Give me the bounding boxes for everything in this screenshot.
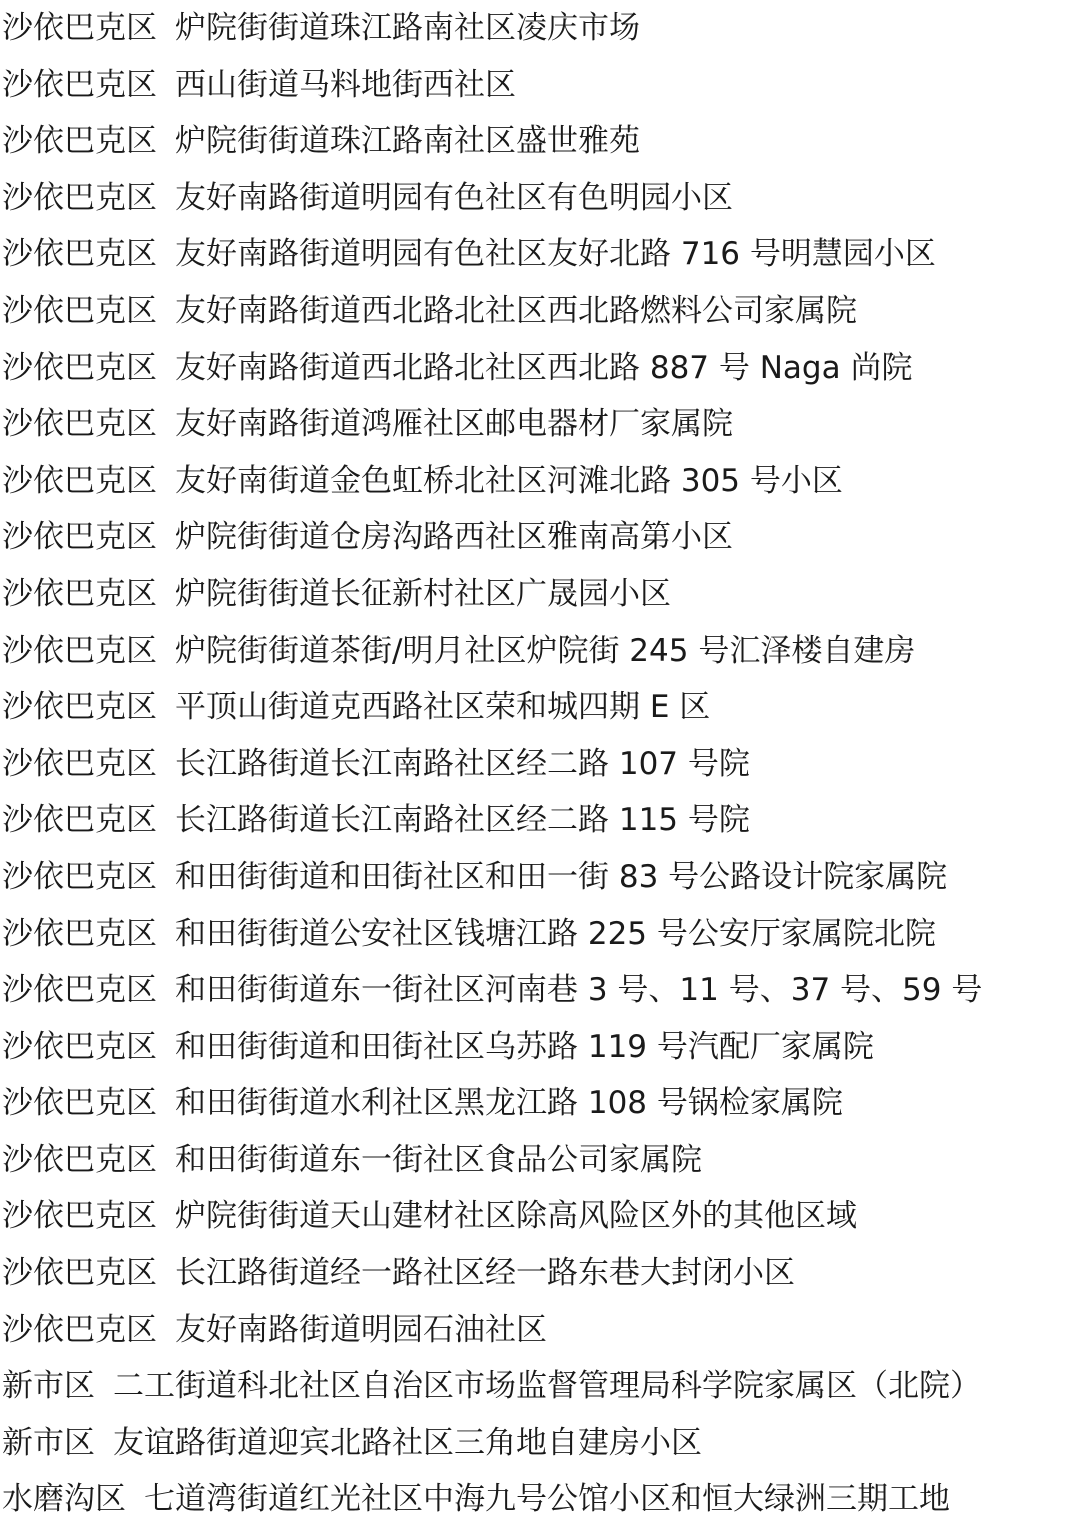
address-text: 和田街街道和田街社区乌苏路 119 号汽配厂家属院: [175, 1028, 874, 1065]
address-text: 和田街街道水利社区黑龙江路 108 号锅检家属院: [175, 1085, 843, 1122]
district-name: 沙依巴克区: [2, 292, 157, 329]
list-item: [0, 1245, 1080, 1302]
address-text: 友好南路街道西北路北社区西北路 887 号 Naga 尚院: [175, 349, 913, 386]
district-name: 沙依巴克区: [2, 179, 157, 216]
list-item: [0, 906, 1080, 963]
district-name: 沙依巴克区: [2, 10, 157, 46]
list-item: [0, 1075, 1080, 1132]
address-text: 友好南路街道鸿雁社区邮电器材厂家属院: [175, 406, 733, 443]
list-item: [0, 736, 1080, 793]
district-name: 沙依巴克区: [2, 349, 157, 386]
list-item: [0, 1415, 1080, 1472]
district-name: 沙依巴克区: [2, 66, 157, 103]
address-text: 和田街街道东一街社区食品公司家属院: [175, 1141, 702, 1178]
district-name: 沙依巴克区: [2, 858, 157, 895]
address-text: 友好南路街道明园石油社区: [175, 1311, 547, 1348]
district-name: 沙依巴克区: [2, 575, 157, 612]
district-name: 水磨沟区: [2, 1481, 126, 1518]
district-name: 沙依巴克区: [2, 632, 157, 669]
address-text: 长江路街道长江南路社区经二路 107 号院: [175, 745, 750, 782]
address-text: 炉院街街道茶街/明月社区炉院街 245 号汇泽楼自建房: [175, 632, 916, 669]
list-item: [0, 226, 1080, 283]
address-text: 和田街街道公安社区钱塘江路 225 号公安厅家属院北院: [175, 915, 936, 952]
address-text: 西山街道马料地街西社区: [175, 66, 516, 103]
list-item: [0, 340, 1080, 397]
address-text: 炉院街街道长征新村社区广晟园小区: [175, 575, 671, 612]
list-item: [0, 509, 1080, 566]
address-text: 和田街街道东一街社区河南巷 3 号、11 号、37 号、59 号: [175, 972, 983, 1009]
address-text: 炉院街街道天山建材社区除高风险区外的其他区域: [175, 1198, 857, 1235]
list-item: [0, 1132, 1080, 1189]
list-item: [0, 1302, 1080, 1359]
district-name: 新市区: [2, 1424, 95, 1461]
address-text: 友谊路街道迎宾北路社区三角地自建房小区: [113, 1424, 702, 1461]
list-item: [0, 1358, 1080, 1415]
list-item: [0, 566, 1080, 623]
address-text: 友好南路街道西北路北社区西北路燃料公司家属院: [175, 292, 857, 329]
district-name: 沙依巴克区: [2, 1255, 157, 1292]
district-name: 沙依巴克区: [2, 123, 157, 160]
district-name: 沙依巴克区: [2, 1028, 157, 1065]
address-text: 平顶山街道克西路社区荣和城四期 E 区: [175, 689, 711, 726]
address-text: 友好南路街道明园有色社区友好北路 716 号明慧园小区: [175, 236, 936, 273]
list-item: [0, 0, 1080, 57]
list-item: [0, 57, 1080, 114]
address-text: 长江路街道长江南路社区经二路 115 号院: [175, 802, 750, 839]
address-text: 友好南街道金色虹桥北社区河滩北路 305 号小区: [175, 462, 843, 499]
district-name: 沙依巴克区: [2, 1311, 157, 1348]
list-item: [0, 1471, 1080, 1528]
list-item: [0, 396, 1080, 453]
district-name: 沙依巴克区: [2, 915, 157, 952]
address-text: 炉院街街道珠江路南社区盛世雅苑: [175, 123, 640, 160]
list-item: [0, 679, 1080, 736]
list-item: [0, 1019, 1080, 1076]
district-name: 沙依巴克区: [2, 519, 157, 556]
address-text: 炉院街街道仓房沟路西社区雅南高第小区: [175, 519, 733, 556]
list-item: [0, 113, 1080, 170]
district-name: 沙依巴克区: [2, 802, 157, 839]
district-name: 沙依巴克区: [2, 1198, 157, 1235]
address-text: 友好南路街道明园有色社区有色明园小区: [175, 179, 733, 216]
list-item: [0, 170, 1080, 227]
list-item: [0, 849, 1080, 906]
district-name: 沙依巴克区: [2, 1085, 157, 1122]
address-text: 炉院街街道珠江路南社区凌庆市场: [175, 10, 640, 46]
district-name: 沙依巴克区: [2, 1141, 157, 1178]
list-item: [0, 792, 1080, 849]
district-name: 新市区: [2, 1368, 95, 1405]
address-text: 长江路街道经一路社区经一路东巷大封闭小区: [175, 1255, 795, 1292]
list-item: [0, 283, 1080, 340]
list-item: [0, 1188, 1080, 1245]
list-item: [0, 623, 1080, 680]
district-name: 沙依巴克区: [2, 689, 157, 726]
list-item: [0, 962, 1080, 1019]
address-text: 七道湾街道红光社区中海九号公馆小区和恒大绿洲三期工地: [144, 1481, 950, 1518]
district-name: 沙依巴克区: [2, 406, 157, 443]
address-text: 二工街道科北社区自治区市场监督管理局科学院家属区（北院）: [113, 1368, 981, 1405]
district-name: 沙依巴克区: [2, 462, 157, 499]
address-text: 和田街街道和田街社区和田一街 83 号公路设计院家属院: [175, 858, 948, 895]
list-item: [0, 453, 1080, 510]
district-name: 沙依巴克区: [2, 745, 157, 782]
district-name: 沙依巴克区: [2, 236, 157, 273]
district-name: 沙依巴克区: [2, 972, 157, 1009]
